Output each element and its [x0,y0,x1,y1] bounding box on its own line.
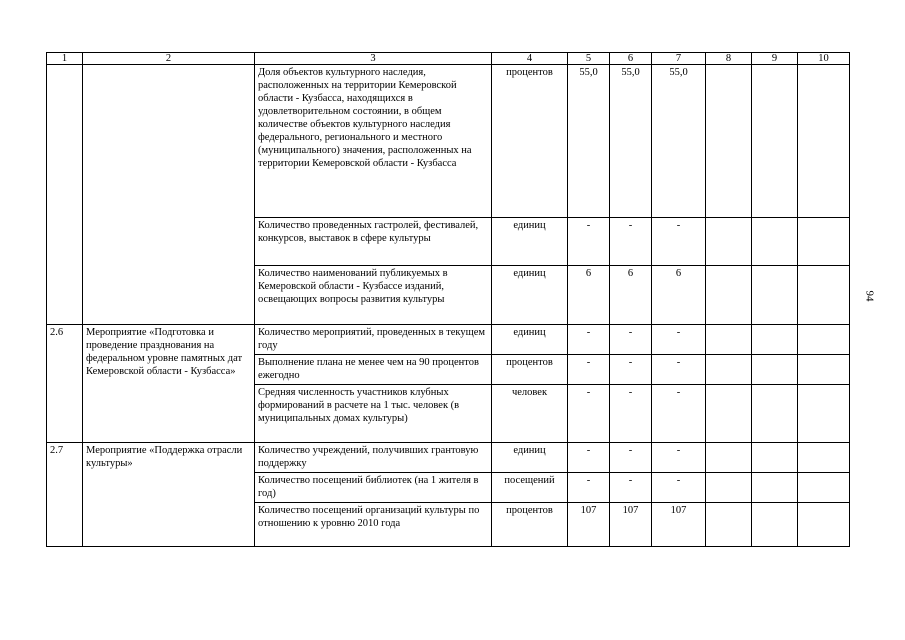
empty-cell [706,65,752,218]
table-row [47,325,850,355]
value-cell: 55,0 [652,65,706,218]
empty-cell [706,385,752,443]
empty-cell [706,473,752,503]
value-cell: - [652,355,706,385]
empty-cell [752,218,798,266]
header-cell: 6 [610,53,652,65]
event-cell: Мероприятие «Подготовка и проведение празднования на федеральном уровне памятных дат Кемеровской области - Кузбасса» [83,325,255,443]
empty-cell [798,325,850,355]
value-cell: 107 [610,503,652,547]
header-cell: 2 [83,53,255,65]
unit-cell: посещений [492,473,568,503]
value-cell: - [652,325,706,355]
value-cell: 107 [652,503,706,547]
header-cell: 1 [47,53,83,65]
empty-cell [798,65,850,218]
header-cell: 5 [568,53,610,65]
indicator-cell: Количество посещений организаций культуры по отношению к уровню 2010 года [255,503,492,547]
header-cell: 4 [492,53,568,65]
unit-cell: единиц [492,443,568,473]
value-cell: - [568,325,610,355]
value-cell: - [652,218,706,266]
indicator-cell: Количество наименований публикуемых в Кемеровской области - Кузбассе изданий, освещающих вопросы развития культуры [255,266,492,325]
value-cell: 55,0 [610,65,652,218]
empty-cell [706,325,752,355]
header-row [47,53,850,65]
table-row [47,65,850,218]
indicator-cell: Количество мероприятий, проведенных в текущем году [255,325,492,355]
value-cell: - [652,443,706,473]
empty-cell [752,503,798,547]
header-cell: 10 [798,53,850,65]
empty-cell [798,218,850,266]
empty-cell [752,443,798,473]
unit-cell: процентов [492,503,568,547]
value-cell: - [568,218,610,266]
unit-cell: единиц [492,266,568,325]
event-cell [83,65,255,325]
value-cell: - [568,355,610,385]
value-cell: - [610,473,652,503]
empty-cell [706,503,752,547]
value-cell: - [568,443,610,473]
indicator-cell: Доля объектов культурного наследия, расположенных на территории Кемеровской области - Кузбасса, находящихся в удовлетворительном состоянии, в общем количестве объектов культурного наследия федерального, регионального и местного (муниципального) значения, расположенных на территории Кемеровской области - Кузбасса [255,65,492,218]
value-cell: - [610,385,652,443]
empty-cell [752,385,798,443]
empty-cell [706,218,752,266]
empty-cell [706,266,752,325]
row-number-cell [47,65,83,325]
page-number: 94 [863,290,876,302]
empty-cell [706,355,752,385]
value-cell: - [610,355,652,385]
value-cell: 55,0 [568,65,610,218]
value-cell: - [652,385,706,443]
indicator-cell: Количество учреждений, получивших грантовую поддержку [255,443,492,473]
value-cell: 6 [568,266,610,325]
empty-cell [798,443,850,473]
empty-cell [752,266,798,325]
indicator-cell: Выполнение плана не менее чем на 90 процентов ежегодно [255,355,492,385]
value-cell: - [652,473,706,503]
value-cell: 6 [652,266,706,325]
indicator-cell: Количество проведенных гастролей, фестивалей, конкурсов, выставок в сфере культуры [255,218,492,266]
empty-cell [798,355,850,385]
empty-cell [798,503,850,547]
empty-cell [798,385,850,443]
row-number-cell: 2.6 [47,325,83,443]
unit-cell: единиц [492,325,568,355]
header-cell: 7 [652,53,706,65]
header-cell: 9 [752,53,798,65]
empty-cell [706,443,752,473]
value-cell: - [568,473,610,503]
value-cell: 107 [568,503,610,547]
unit-cell: процентов [492,355,568,385]
value-cell: 6 [610,266,652,325]
row-number-cell: 2.7 [47,443,83,547]
empty-cell [798,473,850,503]
indicator-cell: Количество посещений библиотек (на 1 жителя в год) [255,473,492,503]
document-table-container [46,52,850,547]
value-cell: - [610,325,652,355]
unit-cell: процентов [492,65,568,218]
empty-cell [798,266,850,325]
indicator-cell: Средняя численность участников клубных формирований в расчете на 1 тыс. человек (в муниципальных домах культуры) [255,385,492,443]
indicators-table [46,52,850,547]
empty-cell [752,325,798,355]
value-cell: - [610,218,652,266]
value-cell: - [610,443,652,473]
empty-cell [752,65,798,218]
empty-cell [752,355,798,385]
event-cell: Мероприятие «Поддержка отрасли культуры» [83,443,255,547]
empty-cell [752,473,798,503]
header-cell: 3 [255,53,492,65]
table-row [47,443,850,473]
value-cell: - [568,385,610,443]
header-cell: 8 [706,53,752,65]
unit-cell: человек [492,385,568,443]
unit-cell: единиц [492,218,568,266]
